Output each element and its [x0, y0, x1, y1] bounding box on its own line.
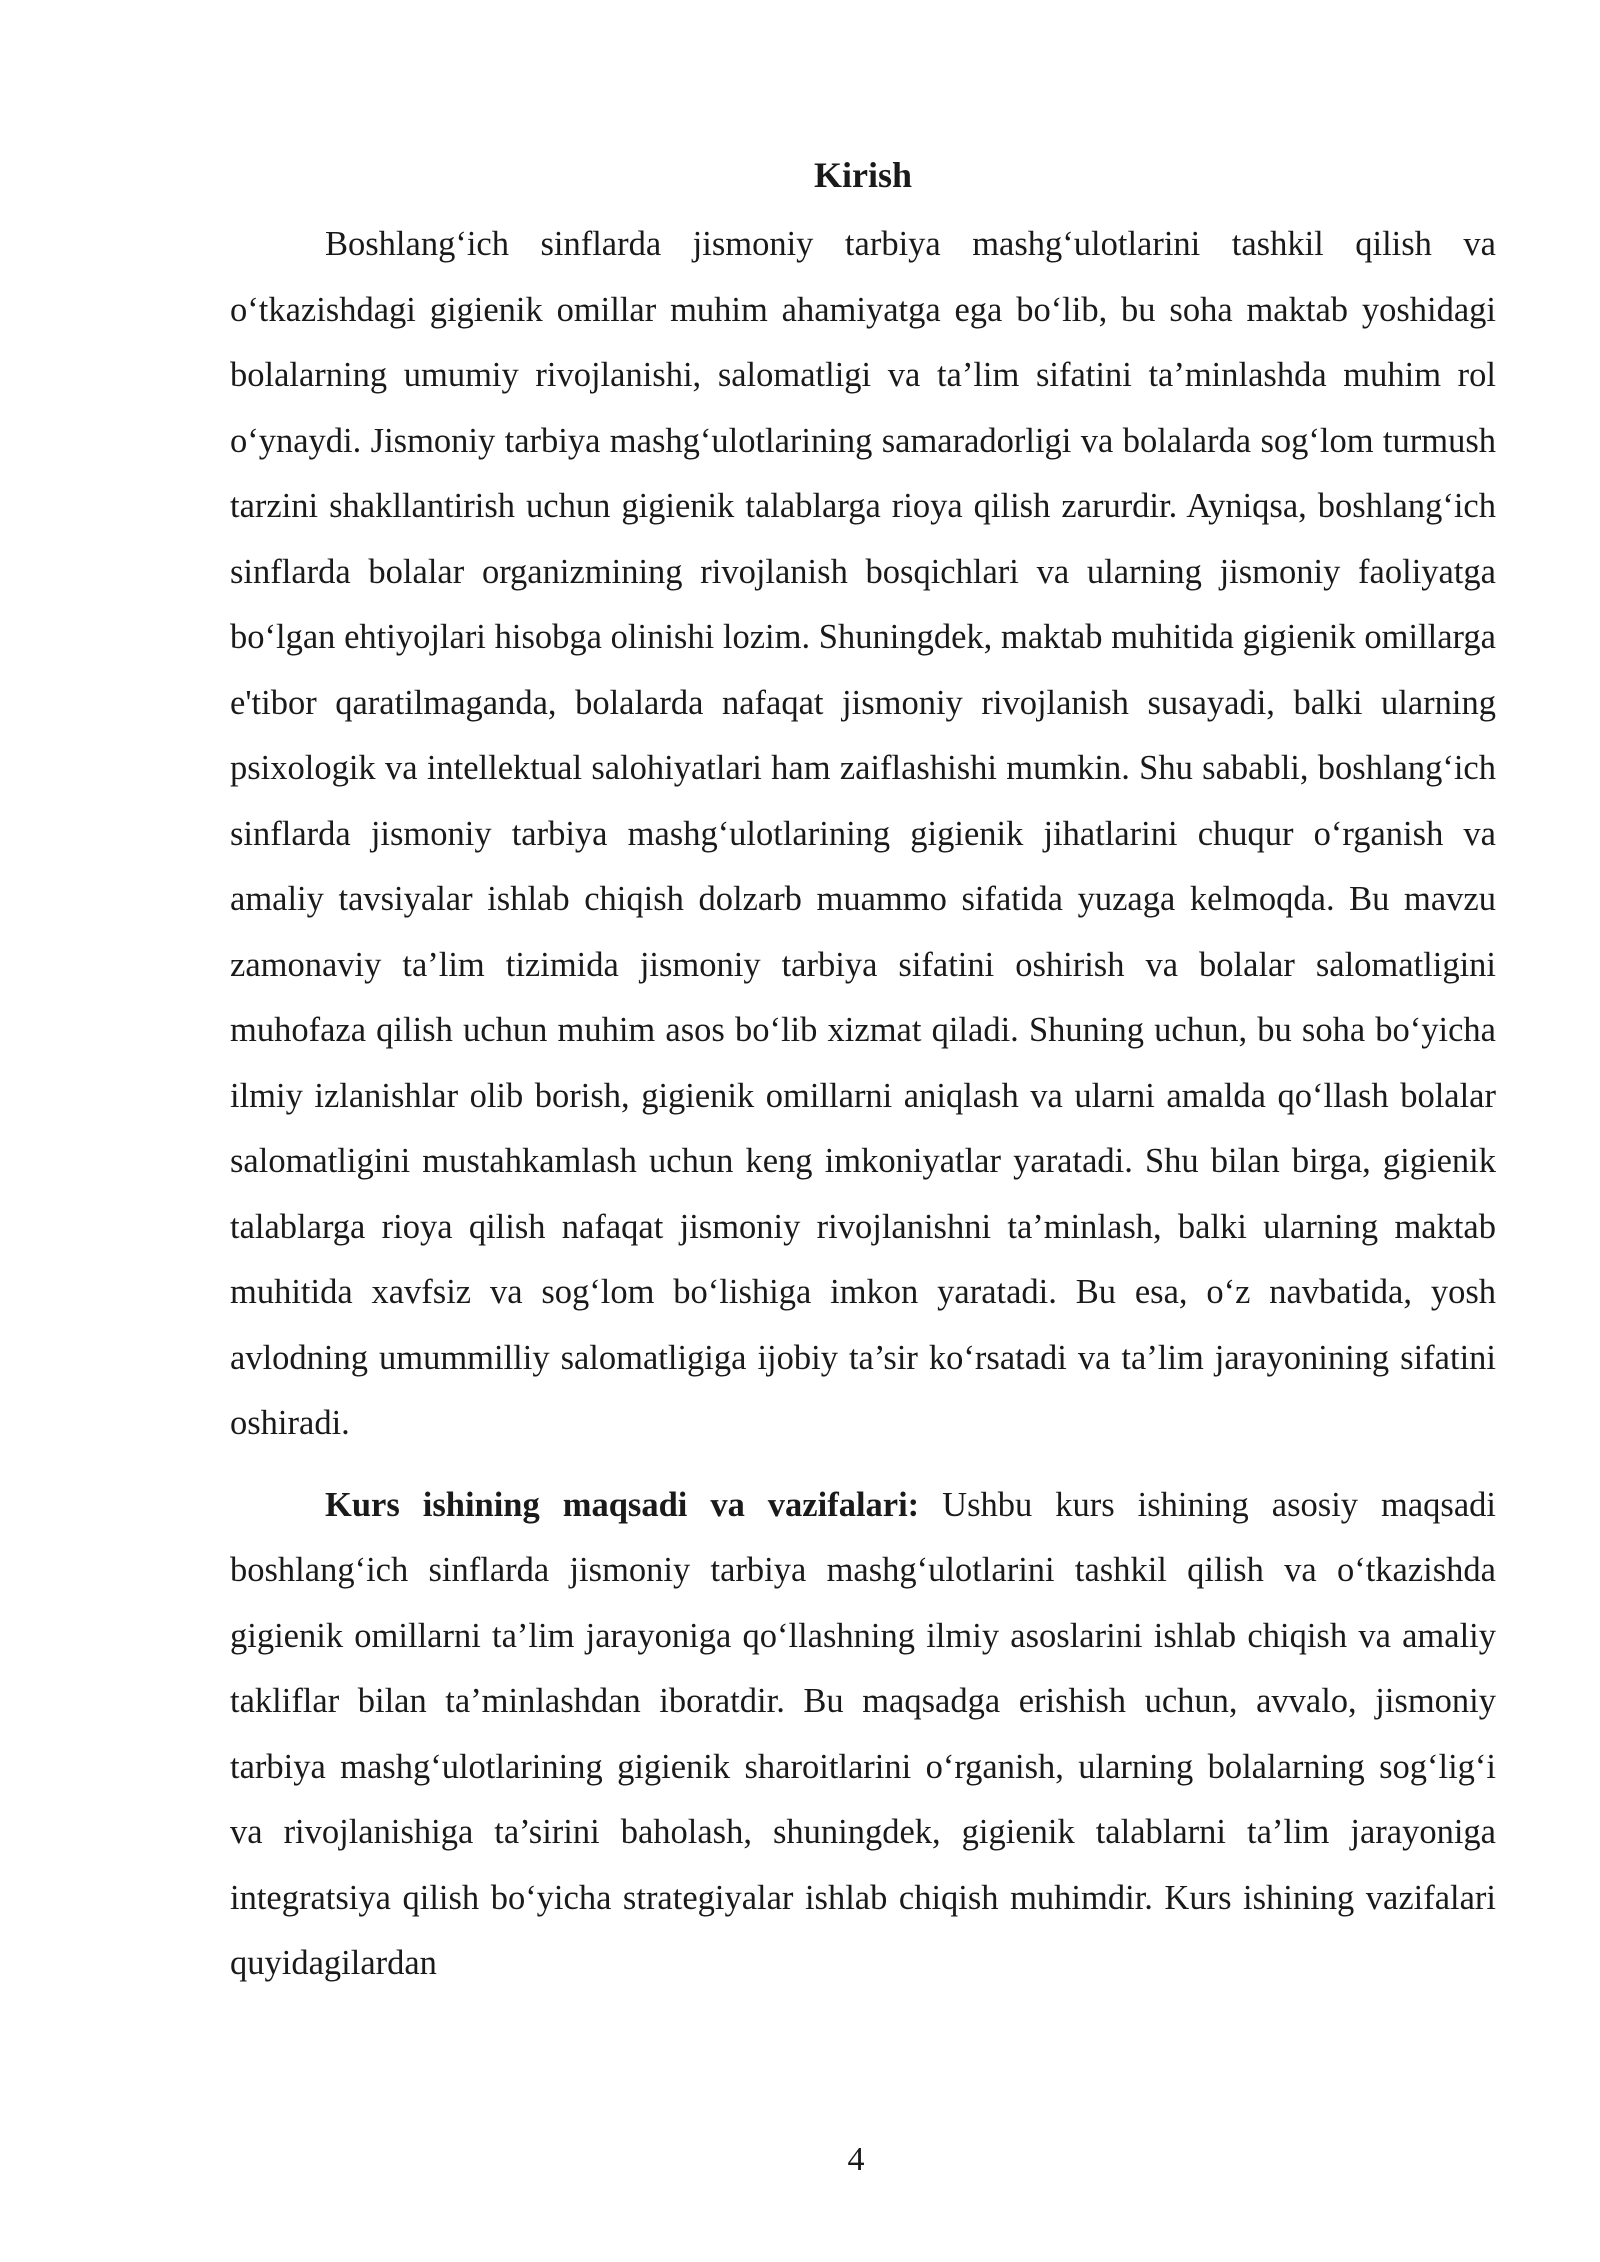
- section-title: Kirish: [813, 155, 912, 195]
- page-content: [230, 148, 1496, 1997]
- intro-paragraph: Boshlang‘ich sinflarda jismoniy tarbiya mashg‘ulotlarini tashkil qilish va o‘tkazishdagi gigienik omillar muhim ahamiyatga ega bo‘lib, bu soha maktab yoshidagi bolalarning umumiy rivojlanishi, salomatligi va ta’lim sifatini ta’minlashda muhim rol o‘ynaydi. Jismoniy tarbiya mashg‘ulotlarining samaradorligi va bolalarda sog‘lom turmush tarzini shakllantirish uchun gigienik talablarga rioya qilish zarurdir. Ayniqsa, boshlang‘ich sinflarda bolalar organizmining rivojlanish bosqichlari va ularning jismoniy faoliyatga bo‘lgan ehtiyojlari hisobga olinishi lozim. Shuningdek, maktab muhitida gigienik omillarga e'tibor qaratilmaganda, bolalarda nafaqat jismoniy rivojlanish susayadi, balki ularning psixologik va intellektual salohiyatlari ham zaiflashishi mumkin. Shu sababli, boshlang‘ich sinflarda jismoniy tarbiya mashg‘ulotlarining gigienik jihatlarini chuqur o‘rganish va amaliy tavsiyalar ishlab chiqish dolzarb muammo sifatida yuzaga kelmoqda. Bu mavzu zamonaviy ta’lim tizimida jismoniy tarbiya sifatini oshirish va bolalar salomatligini muhofaza qilish uchun muhim asos bo‘lib xizmat qiladi. Shuning uchun, bu soha bo‘yicha ilmiy izlanishlar olib borish, gigienik omillarni aniqlash va ularni amalda qo‘llash bolalar salomatligini mustahkamlash uchun keng imkoniyatlar yaratadi. Shu bilan birga, gigienik talablarga rioya qilish nafaqat jismoniy rivojlanishni ta’minlash, balki ularning maktab muhitida xavfsiz va sog‘lom bo‘lishiga imkon yaratadi. Bu esa, o‘z navbatida, yosh avlodning umummilliy salomatligiga ijobiy ta’sir ko‘rsatadi va ta’lim jarayonining sifatini oshiradi.: [230, 225, 1496, 1442]
- goals-paragraph: [230, 1473, 1496, 1997]
- goals-text: Ushbu kurs ishining asosiy maqsadi boshlang‘ich sinflarda jismoniy tarbiya mashg‘ulotlarini tashkil qilish va o‘tkazishda gigienik omillarni ta’lim jarayoniga qo‘llashning ilmiy asoslarini ishlab chiqish va amaliy takliflar bilan ta’minlashdan iboratdir. Bu maqsadga erishish uchun, avvalo, jismoniy tarbiya mashg‘ulotlarining gigienik sharoitlarini o‘rganish, ularning bolalarning sog‘lig‘i va rivojlanishiga ta’sirini baholash, shuningdek, gigienik talablarni ta’lim jarayoniga integratsiya qilish bo‘yicha strategiyalar ishlab chiqish muhimdir. Kurs ishining vazifalari quyidagilardan: [230, 1485, 1496, 1982]
- goals-heading: Kurs ishining maqsadi va vazifalari:: [325, 1485, 920, 1524]
- page-number: 4: [847, 2141, 865, 2178]
